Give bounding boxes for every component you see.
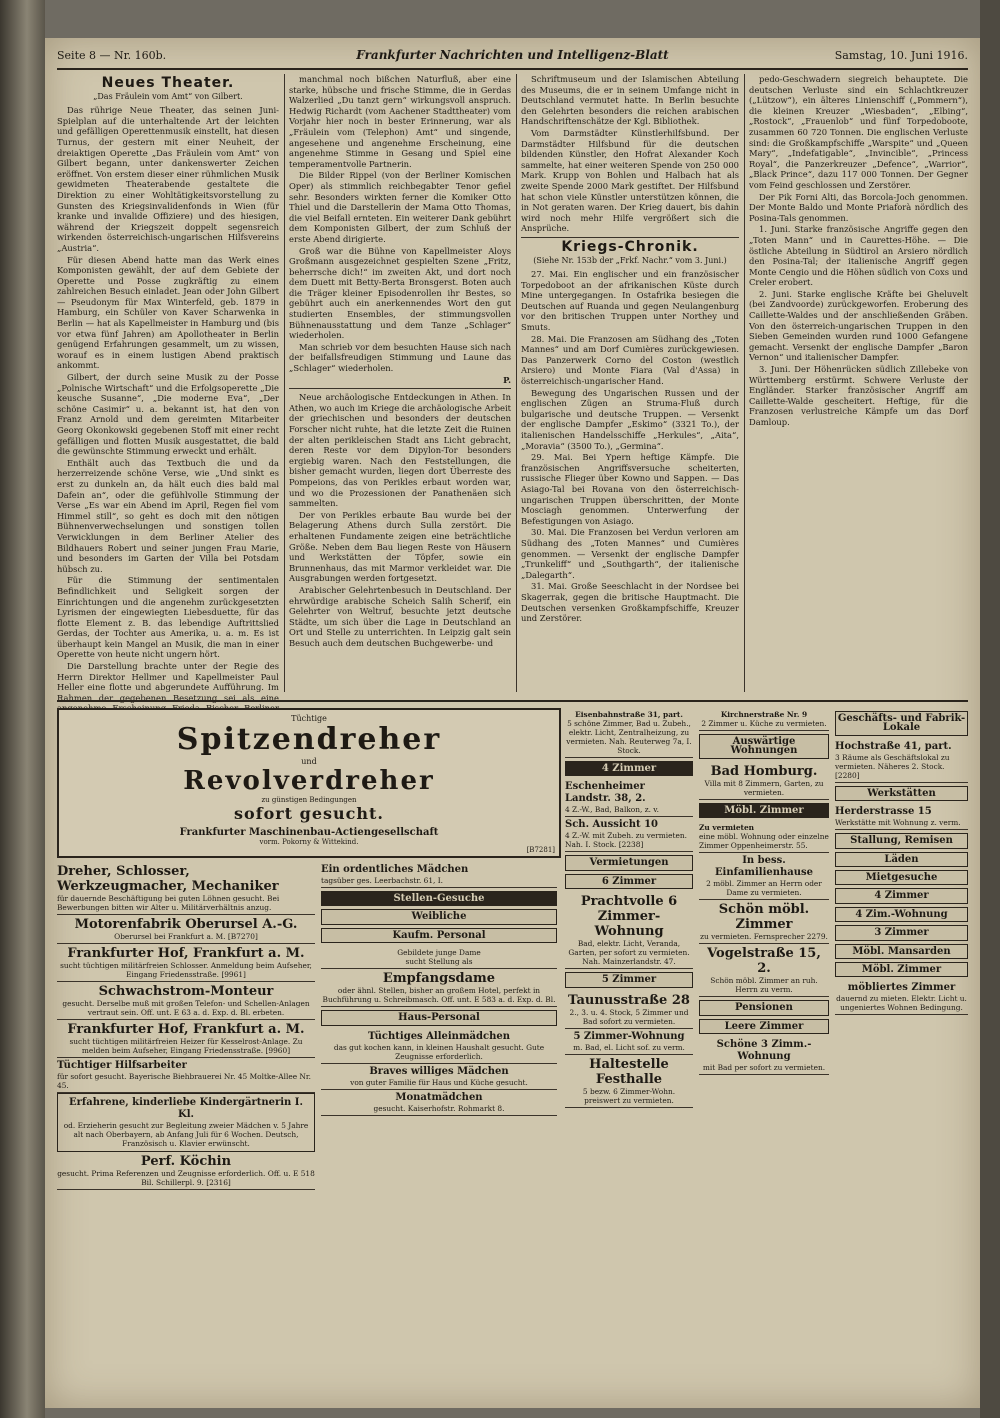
ad-headline: Schön möbl. Zimmer <box>718 902 810 933</box>
ad-text: 2 möbl. Zimmer an Herrn oder Dame zu vermieten. <box>706 879 822 898</box>
ad-headline: Motorenfabrik Oberursel A.-G. <box>74 917 298 932</box>
ad-text: dauernd zu mieten. Elektr. Licht u. ungeniertes Wohnen Bedingung. <box>836 994 967 1013</box>
ad-headline: Hochstraße 41, part. <box>835 740 952 752</box>
ad-text: für sofort gesucht. Bayerische Biehbrauerei Nr. 45 Moltke-Allee Nr. 45. <box>57 1072 311 1090</box>
section-label: 6 Zimmer <box>565 874 693 889</box>
ad-text: eine möbl. Wohnung oder einzelne Zimmer Oppenheimerstr. 55. <box>699 832 829 851</box>
ad-headline: Monatmädchen <box>395 1091 483 1103</box>
ad-headline: Prachtvolle 6 Zimmer-Wohnung <box>580 894 678 940</box>
ad-headline: sofort gesucht. <box>234 804 384 823</box>
ad-text: Werkstätte mit Wohnung z. verm. <box>835 818 961 828</box>
paragraph: Arabischer Gelehrtenbesuch in Deutschland. Der ehrwürdige arabische Scheich Salih Scherif, ein Gelehrter von Weltruf, besuchte jetzt deutsche Städte, um sich über die Lage in Deutschland an Ort und Stelle zu unterrichten. In Leipzig galt sein Besuch auch dem deutschen Buchgewerbe- und <box>289 584 511 648</box>
paragraph: Enthält auch das Textbuch die und da herzerreizende schöne Verse, wie „Und sinkt es erst zu dunkeln an, da hält euch dies bald mal Dafein an“, oder die gefühlvolle Stimmung der Verse „Es war ein Abend im April, Regen fiel vom Himmel still“, so geht es doch mit den nötigen Bühnenverwechselungen und sonstigen tollen Verwicklungen in dem Berliner Atelier des Bildhauers Robert und seiner jungen Frau Marie, und besonders im Garten der Villa bei Potsdam hübsch zu. <box>57 457 279 574</box>
ad-headline: Sch. Aussicht 10 <box>565 819 659 831</box>
paragraph: Für diesen Abend hatte man das Werk eines Komponisten gewählt, der auf dem Gebiete der Operette und Posse zugkräftig zu einem zahlreichen Besuch einladet. Jean oder John Gilbert — Pseudonym für Max Winterfeld, geb. 1879 in Hamburg, ein Schüler von Kaver Scharwenka in Berlin — hat als Kapellmeister in Hamburg und (bis vor etwa fünf Jahren) am Apollotheater in Berlin genügend Erfahrungen gesammelt, um zu wissen, worauf es in einem lustigen Abend praktisch ankommt. <box>57 254 279 371</box>
ad-item <box>321 946 557 969</box>
chronicle-entry: Bewegung des Ungarischen Russen und der englischen Zügen an Struma-Fluß durch bulgarische und deutsche Truppen. — Versenkt der englische Dampfer „Eskimo“ (3321 To.), der italienischen Handelsschiffe „Herkules“, „Aita“, „Moravia“ (3500 To.), „Germina“. <box>521 387 739 451</box>
chronicle-entry: 30. Mai. Die Franzosen bei Verdun verloren am Südhang des „Toten Mannes“ und Cumières genommen. — Versenkt der englische Dampfer „Trunkeliff“ und „Southgarth“, der italienische „Dalegarth“. <box>521 527 739 580</box>
ad-headline: Erfahrene, kinderliebe Kindergärtnerin I. Kl. <box>69 1097 303 1120</box>
section-label: Geschäfts- und Fabrik-Lokale <box>835 711 968 736</box>
paragraph: Die Bilder Rippel (von der Berliner Komischen Oper) als stimmlich reichbegabter Tenor gefiel sehr. Besonders wirkten ferner die Komiker Otto Thiel und die Darstellerin der Mama Otto Thomas, die viel Beifall ernteten. Ein weiterer Dank gebührt dem Komponisten Gilbert, der zum Schluß der erste Abend dirigierte. <box>289 170 511 244</box>
ad-headline: Eschenheimer Landstr. 38, 2. <box>565 781 646 805</box>
ad-headline: Herderstrasse 15 <box>835 806 932 818</box>
paragraph: 3. Juni. Der Höhenrücken südlich Zillebeke von Württemberg erstürmt. Schwere Verluste der Engländer. Starker französischer Angriff am Caillette-Walde gescheitert. Heftige, für die Franzosen verlustreiche Kämpfe um das Dorf Damloup. <box>749 364 968 427</box>
paragraph: Schriftmuseum und der Islamischen Abteilung des Museums, die er in seinem Umfange nicht in Deutschland vermutet hatte. In Berlin besuchte den Gelehrten besonders die reichen arabischen Handschriftenschätze der Kgl. Bibliothek. <box>521 74 739 127</box>
ad-text: Gebildete junge Dame <box>397 948 481 958</box>
ad-column-left <box>57 862 315 1392</box>
ad-item <box>57 915 315 944</box>
ad-text: 4 Z.-W., Bad, Balkon, z. v. <box>565 805 659 815</box>
ad-item <box>699 1037 829 1075</box>
section-label: Auswärtige Wohnungen <box>699 734 829 759</box>
ad-headline: Tüchtiges Alleinmädchen <box>367 1030 511 1042</box>
ad-text: 4 Z.-W. mit Zubeh. zu vermieten. Nah. I. Stock. [2238] <box>565 831 687 850</box>
column-1 <box>57 74 279 703</box>
paragraph: Der Pik Forni Alti, das Borcola-Joch genommen. Der Monte Baldo und Monte Priaforà nördlich des Posina-Tals genommen. <box>749 191 968 223</box>
newspaper-title: Frankfurter Nachrichten und Intelligenz-Blatt <box>356 48 669 62</box>
article-title: Neues Theater. <box>101 75 235 91</box>
section-label: Werkstätten <box>835 786 968 801</box>
ad-text: 5 bezw. 6 Zimmer-Wohn. preiswert zu vermieten. <box>582 1086 676 1105</box>
ad-item <box>699 853 829 900</box>
war-chronicle-title: Kriegs-Chronik. <box>561 238 699 255</box>
ad-headline: In bess. Einfamilienhause <box>714 855 814 879</box>
section-label: Weibliche <box>321 909 557 924</box>
ad-item <box>835 804 968 830</box>
ad-text: gesucht. Prima Referenzen und Zeugnisse erforderlich. Off. u. E 518 Bil. Schillerpl. 9. [2316] <box>57 1169 315 1187</box>
ad-code: [B7281] <box>526 846 555 854</box>
ad-item <box>565 708 693 758</box>
war-chronicle-subtitle: (Siehe Nr. 153b der „Frkf. Nachr.“ vom 3. Juni.) <box>533 255 727 265</box>
ad-text: von guter Familie für Haus und Küche gesucht. <box>350 1077 528 1087</box>
ad-headline: Empfangsdame <box>382 971 496 987</box>
chronicle-entry: 31. Mai. Große Seeschlacht in der Nordsee bei Skagerrak, gegen die britische Hauptmacht. Die Deutschen versenken Großkampfschiffe, Kreuzer und Zerstörer. <box>521 581 739 624</box>
column-rule <box>744 74 745 692</box>
ad-text: m. Bad, el. Licht sof. zu verm. <box>573 1042 685 1052</box>
ad-line: Tüchtige <box>291 714 327 723</box>
chronicle-entry: 27. Mai. Ein englischer und ein französischer Torpedoboot an der afrikanischen Küste durch Mine untergegangen. In Ostafrika besiegen die Deutschen auf Ruanda und gegen Neulangenburg vor den britischen Truppen unter Northey und Smuts. <box>521 269 739 333</box>
ad-column-4 <box>699 708 829 1398</box>
ad-text: mit Bad per sofort zu vermieten. <box>702 1063 826 1073</box>
author-signature: P. <box>503 374 511 385</box>
ad-item <box>321 969 557 1007</box>
ad-headline: Schwachstrom-Monteur <box>98 984 274 999</box>
section-label: 3 Zimmer <box>835 925 968 940</box>
divider <box>289 388 511 389</box>
ad-text: 3 Räume als Geschäftslokal zu vermieten. Näheres 2. Stock. [2280] <box>835 752 950 780</box>
ad-item <box>835 980 968 1015</box>
paragraph: Man schrieb vor dem besuchten Hause sich nach der beifallsfreudigen Stimmung und Laune das „Schlager“ wiederholen. <box>289 341 511 374</box>
ad-item <box>321 1029 557 1064</box>
ad-line: vorm. Pokorny & Wittekind. <box>259 838 359 846</box>
ad-item <box>321 1064 557 1090</box>
paragraph: Die Darstellung brachte unter der Regie des Herrn Direktor Hellmer und Kapellmeister Paul Heller eine flotte und abgerundete Aufführung. Im Rahmen der gegebenen Besetzung sei als eine <box>57 661 279 703</box>
column-3 <box>521 74 739 692</box>
ad-text: Bad, elektr. Licht, Veranda, Garten, per sofort zu vermieten. Nah. Mainzerlandstr. 47. <box>568 939 690 967</box>
section-label: Stallung, Remisen <box>835 833 968 848</box>
section-label: Pensionen <box>699 1000 829 1015</box>
issue-date: Samstag, 10. Juni 1916. <box>834 49 968 62</box>
article-subtitle: „Das Fräulein vom Amt“ von Gilbert. <box>93 91 243 101</box>
ad-text: tagsüber ges. Leerbachstr. 61, I. <box>321 876 444 885</box>
section-label: Mietgesuche <box>835 870 968 885</box>
section-label: Möbl. Zimmer <box>835 962 968 977</box>
ad-line: zu günstigen Bedingungen <box>261 796 357 804</box>
ad-item <box>57 1020 315 1058</box>
paragraph: pedo-Geschwadern siegreich behauptete. Die deutschen Verluste sind ein Schlachtkreuzer („Lützow“), ein älteres Linienschiff („Pommern“), die kleinen Kreuzer „Wiesbaden“, „Elbing“, „Rostock“, „Frauenlob“ und fünf Torpedoboote, zusammen 60 720 Tonnen. Die englischen Verluste sind: die Großkampfschiffe „Warspite“ und „Queen Mary“, „Indefatigable“, „Invincible“, „Princess Royal“, die Panzerkreuzer „Defence“, „Warrior“, „Black Prince“, dazu 117 000 Tonnen. Der Gegner vom Feind geschlossen und Zerstörer. <box>749 74 968 190</box>
ad-text: 2., 3. u. 4. Stock, 5 Zimmer und Bad sofort zu vermieten. <box>569 1007 689 1026</box>
ad-item <box>565 1029 693 1055</box>
ad-text: od. Erzieherin gesucht zur Begleitung zweier Mädchen v. 5 Jahre alt nach Oberbayern, ab Anfang Juli für 6 Wochen. Deutsch, Französisch u. Klavier erwünscht. <box>63 1121 309 1148</box>
ad-item <box>57 1152 315 1190</box>
ad-text: für dauernde Beschäftigung bei guten Löhnen gesucht. Bei Bewerbungen bitten wir Alter u. Militärverhältnis anzug. <box>57 894 280 912</box>
ad-item <box>699 762 829 800</box>
ad-text: gesucht. Derselbe muß mit großen Telefon- und Schellen-Anlagen vertraut sein. Off. unt. E 63 a. d. Exp. d. Bl. erbeten. <box>62 999 310 1017</box>
ad-item <box>835 739 968 783</box>
ad-headline: Spitzendreher <box>176 722 442 757</box>
paragraph: 1. Juni. Starke französische Angriffe gegen den „Toten Mann“ und in Caurettes-Höhe. — Die östliche Abteilung in Südtirol an Arsiero nördlich den Posina-Tal; der italienische Angriff gegen Monte Cengio und die Höhen südlich von Coxs und Creler erobert. <box>749 224 968 288</box>
ad-item <box>57 1058 315 1093</box>
section-label: 4 Zim.-Wohnung <box>835 907 968 922</box>
section-label: 5 Zimmer <box>565 972 693 987</box>
ad-text: 2 Zimmer u. Küche zu vermieten. <box>701 719 827 728</box>
column-rule <box>284 74 285 692</box>
ad-text: 5 schöne Zimmer, Bad u. Zubeh., elektr. Licht, Zentralheizung, zu vermieten. Nah. Reuterweg 7a, I. Stock. <box>566 719 692 755</box>
ad-item <box>699 708 829 731</box>
ad-column-3 <box>565 708 693 1398</box>
ad-headline: Kirchnerstraße Nr. 9 <box>720 710 808 719</box>
ad-item <box>699 944 829 997</box>
section-label: Haus-Personal <box>321 1010 557 1025</box>
article-columns <box>57 74 968 703</box>
ad-item <box>321 1090 557 1116</box>
ad-headline: Eisenbahnstraße 31, part. <box>575 710 683 719</box>
ad-item <box>565 1055 693 1108</box>
column-4 <box>749 74 968 692</box>
paragraph: Der von Perikles erbaute Bau wurde bei der Belagerung Athens durch Sulla zerstört. Die erhaltenen Fundamente zeigen eine beträchtliche Größe. Neben dem Bau liegen Reste von Häusern und Werkstätten der Töpfer, sowie ein Brunnenhaus, das mit Marmor verkleidet war. Die Ausgrabungen werden fortgesetzt. <box>289 509 511 584</box>
ad-headline: Ein ordentliches Mädchen <box>321 864 469 875</box>
section-label: Leere Zimmer <box>699 1019 829 1034</box>
paragraph: Vom Darmstädter Künstlerhilfsbund. Der Darmstädter Hilfsbund für die deutschen bildenden Künstler, den Hofrat Alexander Koch sammelte, hat einer weiteren Spende von 250 000 Mark. Krupp von Bohlen und Halbach hat als zweite Spende 2000 Mark gestiftet. Der Hilfsbund hat schon viele Künstler unterstützen können, die in Not geraten waren. Der Krieg dauert, bis dahin wird noch mehr Hilfe vergrößert sich die Ansprüche. <box>521 127 739 234</box>
ad-text: sucht tüchtigen militärfreien Schlosser. Anmeldung beim Aufseher, Eingang Friedensstraße. [9961] <box>60 961 312 979</box>
job-ad-large <box>57 708 561 858</box>
ad-item <box>57 944 315 982</box>
ad-text: zu vermieten. Fernsprecher 2279. <box>700 932 828 942</box>
section-label: Stellen-Gesuche <box>321 891 557 906</box>
section-label: 4 Zimmer <box>565 761 693 776</box>
ad-text: gesucht. Kaiserhofstr. Rohmarkt 8. <box>373 1103 505 1113</box>
ad-headline: 5 Zimmer-Wohnung <box>573 1030 685 1042</box>
ad-text: Schön möbl. Zimmer an ruh. Herrn zu verm. <box>710 976 818 995</box>
ad-item <box>565 779 693 817</box>
chronicle-entry: 29. Mai. Bei Ypern heftige Kämpfe. Die französischen Angriffsversuche scheiterten, russische Flieger über Kowno und Sappen. — Das Asiago-Tal bei Rovana von den österreichisch-ungarischen Truppen überschritten, der Monte Mosciagh genommen. Unterwerfung der Befestigungen von Asiago. <box>521 452 739 526</box>
ad-company: Frankfurter Maschinenbau-Actiengesellschaft <box>179 827 439 838</box>
ad-text: das gut kochen kann, in kleinen Haushalt gesucht. Gute Zeugnisse erforderlich. <box>333 1042 545 1061</box>
ad-headline: Perf. Köchin <box>140 1154 232 1169</box>
divider <box>521 237 739 238</box>
paragraph: Gilbert, der durch seine Musik zu der Posse „Polnische Wirtschaft“ und die Erfolgsoperette „Die keusche Susanne“, „Die moderne Eva“, „Der schöne Casimir“ u. a. bekannt ist, hat den von Franz Arnold und dem gereimten Mitarbeiter Georg Okonkowski gegebenen Stoff mit einer recht gefälligen und flotten Musik ausgestattet, die bald die gewünschte Stimmung erweckt und erhält. <box>57 372 279 457</box>
paragraph: Groß war die Bühne von Kapellmeister Aloys Großmann ausgezeichnet gespielten Szene „Fritz, beherrsche dich!“ im zweiten Akt, und dort noch dem Duett mit Betty-Berta Bronsgerst. Boten auch die Träger kleiner Episodenrollen ihr Bestes, so gebührt auch ein anerkennendes Wort den gut studierten Ensembles, der stimmungsvollen Bühnenausstattung und dem Tanze „Schlager“ wiederholen. <box>289 245 511 341</box>
ad-item <box>565 991 693 1029</box>
ad-column-middle <box>321 862 557 1392</box>
ad-line: und <box>301 757 317 766</box>
ad-headline: Tüchtiger Hilfsarbeiter <box>57 1060 187 1071</box>
ad-item <box>57 1093 315 1152</box>
ad-item <box>321 862 557 888</box>
page-edge <box>980 0 1000 1418</box>
column-2 <box>289 74 511 692</box>
ad-headline: Zu vermieten <box>699 823 755 833</box>
ad-headline: Bad Homburg. <box>710 763 818 779</box>
ad-headline: Haltestelle Festhalle <box>589 1056 669 1087</box>
paragraph: manchmal noch bißchen Naturfluß, aber eine starke, hübsche und frische Stimme, die in Gerdas Walzerlied „Du tanzt gern“ wirkungsvoll anspruch. Hedwig Richardt (vom Aachener Stadttheater) vom Vorjahr hier noch in bester Erinnerung, war als „Fräulein vom (Telephon) Amt“ und singende, angesehene und angenehme Erscheinung, eine angenehme Stimme in Gesang und Spiel eine temperamentvolle Partnerin. <box>289 74 511 169</box>
ad-headline: Braves williges Mädchen <box>369 1065 509 1077</box>
ad-column-5 <box>835 708 968 1398</box>
paragraph: Für die Stimmung der sentimentalen Befindlichkeit und Seligkeit sorgen der Einrichtungen und die angenehm zurückgesetzten Lyrismen der eingewiegten Liebesduette, für das flotte Element z. B. das lebendige Auftrittslied Gerdas, der Tochter aus Amerika, u. a. m. Es ist überhaupt kein Mangel an Musik, die man in einer Operette von heute nicht ungern hört. <box>57 575 279 660</box>
page-number: Seite 8 — Nr. 160b. <box>57 49 167 62</box>
ad-headline: Dreher, Schlosser, Werkzeugmacher, Mechaniker <box>57 864 279 894</box>
ad-text: Oberursel bei Frankfurt a. M. [B7270] <box>114 932 258 941</box>
ad-headline: Taunusstraße 28 <box>568 992 690 1008</box>
ad-text: sucht tüchtigen militärfreien Heizer für Kesselrost-Anlage. Zu melden beim Aufseher, Eingang Friedensstraße. [9960] <box>69 1037 303 1055</box>
ad-headline: Revolverdreher <box>183 766 435 796</box>
ad-headline: möbliertes Zimmer <box>847 982 956 994</box>
ad-headline: Vogelstraße 15, 2. <box>707 946 821 977</box>
paragraph: Das rührige Neue Theater, das seinen Juni-Spielplan auf die unterhaltende Art der leichten und gefälligen Operettenmusik einstellt, hat diesen Turnus, der gestern mit einer Neuheit, der dreiaktigen Operette „Das Fräulein vom Amt“ von Gilbert begann, unter dankenswerter Zeichen eröffnet. Von erstem dieser einer rühmlichen Musik gewidmeten Theaterabende gestaltete die Direktion zu einer Wohltätigkeitsvorstellung zu Gunsten des Kriegsinvalidenfonds in Wien (für kranke und invalide Offiziere) und des hiesigen, während der Kriegszeit doppelt segensreich wirkenden österreichisch-ungarischen Hilfsvereins „Austria“. <box>57 105 279 253</box>
classified-ads <box>57 700 968 1402</box>
ad-text: Villa mit 8 Zimmern, Garten, zu vermieten. <box>704 778 824 797</box>
section-label: Möbl. Mansarden <box>835 944 968 959</box>
section-label: Läden <box>835 852 968 867</box>
section-label: 4 Zimmer <box>835 888 968 903</box>
section-label: Möbl. Zimmer <box>699 803 829 818</box>
page-header <box>57 46 968 70</box>
ad-headline: Schöne 3 Zimm.-Wohnung <box>716 1039 812 1063</box>
section-label: Vermietungen <box>565 855 693 870</box>
ad-headline: Frankfurter Hof, Frankfurt a. M. <box>67 946 305 961</box>
ad-item <box>699 900 829 944</box>
paragraph: Neue archäologische Entdeckungen in Athen. In Athen, wo auch im Kriege die archäologische Arbeit der griechischen und besonders der deutschen Forscher nicht ruhte, hat die letzte Zeit die Ruinen der alten perikleischen Stadt ans Licht gebracht, deren Reste vor dem Dipylon-Tor besonders ergiebig waren. Nach den Feststellungen, die bisher gemacht wurden, liegen dort Überreste des Pompeions, das von Perikles erbaut worden war, und wo die Prozessionen der Panathenäen sich sammelten. <box>289 392 511 509</box>
ad-headline: Frankfurter Hof, Frankfurt a. M. <box>67 1022 305 1037</box>
ad-text: sucht Stellung als <box>405 957 473 967</box>
newspaper-page <box>45 38 980 1408</box>
section-label: Kaufm. Personal <box>321 928 557 943</box>
ad-item <box>699 821 829 853</box>
ad-text: oder ähnl. Stellen, bisher an großem Hotel, perfekt in Buchführung u. Schreibmasch. Off. unt. E 583 a. d. Exp. d. Bl. <box>322 986 556 1005</box>
ad-item <box>565 892 693 969</box>
ad-item <box>57 982 315 1020</box>
column-rule <box>516 74 517 692</box>
book-spine <box>0 0 45 1418</box>
paragraph: 2. Juni. Starke englische Kräfte bei Gheluvelt (bei Zandvoorde) zurückgeworfen. Eroberung des Caillette-Waldes und der anschließenden Gräben. Von den österreich-ungarischen Truppen in den Sieben Gemeinden wurden rund 1000 Gefangene gemacht. Versenkt der englische Dampfer „Baron Vernon“ und italienischer Dampfer. <box>749 288 968 363</box>
chronicle-entry: 28. Mai. Die Franzosen am Südhang des „Toten Mannes“ und am Dorf Cumières zurückgewiesen. Das Panzerwerk Corno del Coston (westlich Arsiero) und Monte Fiara (Val d'Assa) in österreichisch-ungarischer Hand. <box>521 333 739 387</box>
ad-item <box>57 862 315 915</box>
ad-item <box>565 817 693 852</box>
